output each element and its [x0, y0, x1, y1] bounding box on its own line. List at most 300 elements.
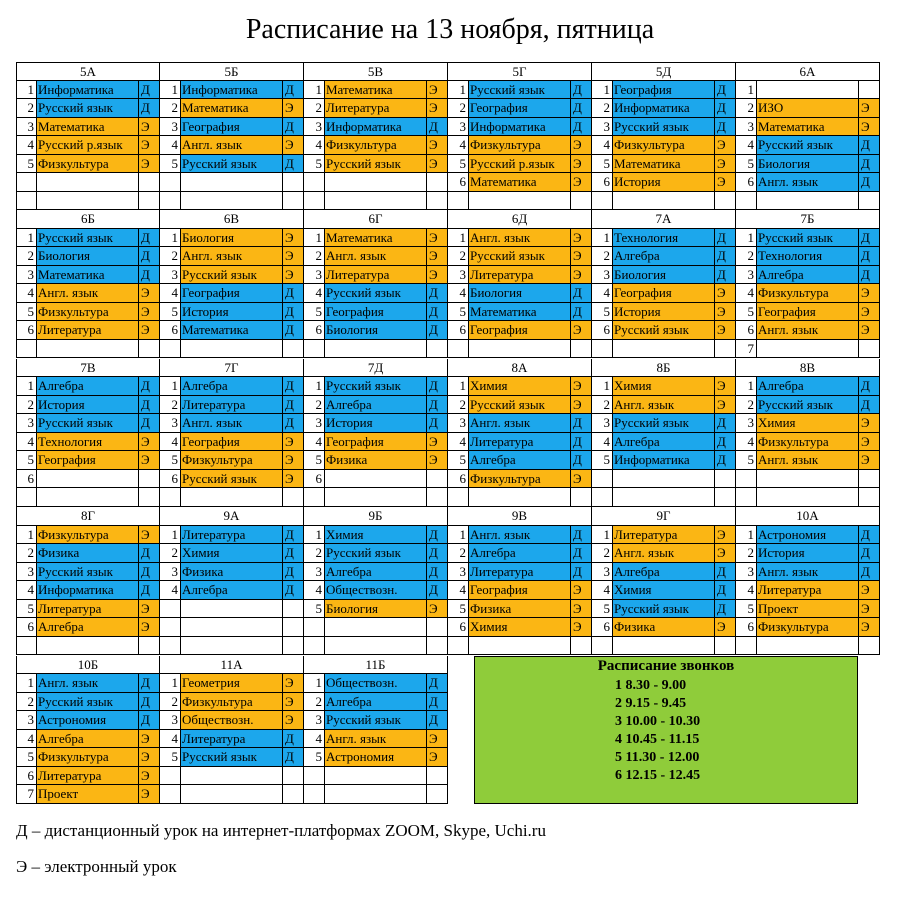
lesson-subject: Информатика: [613, 451, 715, 470]
lesson-mode: Д: [283, 155, 304, 174]
lesson-number: 3: [16, 266, 37, 285]
lesson-mode: Э: [859, 581, 880, 600]
class-name: 6В: [160, 210, 304, 229]
lesson-number: 1: [448, 377, 469, 396]
lesson-number: 4: [160, 136, 181, 155]
class-name: 5В: [304, 62, 448, 81]
lesson-mode: Д: [283, 284, 304, 303]
lesson-mode: Д: [139, 247, 160, 266]
class-name: 7А: [592, 210, 736, 229]
lesson-number: 5: [736, 303, 757, 322]
lesson-subject: Физкультура: [757, 433, 859, 452]
lesson-number: 3: [16, 563, 37, 582]
lesson-number: 1: [736, 81, 757, 100]
lesson-subject: Физкультура: [757, 618, 859, 637]
lesson-subject: Физкультура: [613, 136, 715, 155]
lesson-mode: Д: [715, 414, 736, 433]
lesson-mode: Д: [715, 433, 736, 452]
lesson-mode: Д: [139, 396, 160, 415]
lesson-number: 4: [16, 284, 37, 303]
class-block: [304, 359, 448, 507]
lesson-mode: [283, 488, 304, 507]
lesson-number: 1: [304, 674, 325, 693]
class-name: 6Б: [16, 210, 160, 229]
lesson-number: 2: [160, 544, 181, 563]
lesson-subject: Русский язык: [613, 321, 715, 340]
lesson-subject: Алгебра: [325, 563, 427, 582]
lesson-mode: Э: [859, 433, 880, 452]
lesson-subject: Информатика: [469, 118, 571, 137]
lesson-subject: Русский язык: [469, 247, 571, 266]
bell-schedule: [474, 656, 858, 804]
lesson-number: 7: [736, 340, 757, 359]
lesson-mode: Э: [283, 433, 304, 452]
lesson-mode: [427, 340, 448, 359]
class-block: [16, 507, 160, 655]
class-name: 5Б: [160, 62, 304, 81]
lesson-subject: География: [325, 433, 427, 452]
lesson-mode: Д: [139, 711, 160, 730]
lesson-subject: Русский язык: [325, 377, 427, 396]
lesson-mode: Д: [859, 173, 880, 192]
lesson-mode: Э: [715, 377, 736, 396]
lesson-subject: [757, 192, 859, 211]
lesson-mode: Д: [571, 284, 592, 303]
lesson-mode: [715, 637, 736, 656]
lesson-subject: [181, 488, 283, 507]
lesson-mode: Д: [571, 303, 592, 322]
lesson-subject: География: [181, 118, 283, 137]
lesson-subject: География: [613, 284, 715, 303]
lesson-mode: Д: [571, 118, 592, 137]
lesson-subject: Математика: [325, 229, 427, 248]
lesson-subject: Астрономия: [325, 748, 427, 767]
lesson-number: 5: [736, 451, 757, 470]
lesson-mode: [139, 470, 160, 489]
lesson-subject: История: [325, 414, 427, 433]
lesson-mode: Э: [139, 785, 160, 804]
class-block: [448, 62, 592, 210]
class-name: 8Б: [592, 359, 736, 378]
lesson-number: [736, 488, 757, 507]
class-block: [592, 507, 736, 655]
lesson-mode: Д: [715, 600, 736, 619]
lesson-number: 1: [160, 674, 181, 693]
lesson-subject: Биология: [613, 266, 715, 285]
lesson-subject: Литература: [325, 99, 427, 118]
lesson-mode: Э: [571, 618, 592, 637]
bell-schedule-title: Расписание звонков: [597, 658, 735, 674]
lesson-number: [304, 767, 325, 786]
lesson-mode: Э: [139, 526, 160, 545]
lesson-mode: Д: [139, 266, 160, 285]
lesson-subject: [325, 173, 427, 192]
lesson-number: 5: [16, 600, 37, 619]
lesson-mode: Д: [139, 563, 160, 582]
lesson-mode: [859, 488, 880, 507]
lesson-subject: [181, 785, 283, 804]
lesson-mode: Д: [715, 229, 736, 248]
lesson-number: 2: [448, 247, 469, 266]
lesson-number: 6: [16, 767, 37, 786]
lesson-number: 2: [448, 544, 469, 563]
lesson-number: 2: [448, 396, 469, 415]
lesson-number: 1: [592, 377, 613, 396]
lesson-number: 5: [304, 748, 325, 767]
lesson-mode: [715, 470, 736, 489]
lesson-number: 4: [160, 730, 181, 749]
lesson-number: 5: [160, 155, 181, 174]
lesson-subject: Литература: [469, 433, 571, 452]
lesson-number: 3: [736, 266, 757, 285]
lesson-number: 2: [304, 99, 325, 118]
lesson-number: 1: [16, 377, 37, 396]
lesson-mode: [139, 637, 160, 656]
lesson-mode: [283, 785, 304, 804]
lesson-mode: Э: [715, 284, 736, 303]
lesson-subject: Русский язык: [37, 414, 139, 433]
lesson-subject: Алгебра: [613, 247, 715, 266]
lesson-subject: Англ. язык: [757, 173, 859, 192]
lesson-mode: Д: [571, 433, 592, 452]
lesson-mode: Д: [139, 581, 160, 600]
lesson-mode: [571, 637, 592, 656]
lesson-number: 3: [592, 118, 613, 137]
class-block: [304, 62, 448, 210]
lesson-mode: Э: [139, 118, 160, 137]
lesson-number: 2: [592, 247, 613, 266]
lesson-subject: Русский язык: [181, 748, 283, 767]
lesson-mode: Д: [859, 266, 880, 285]
lesson-subject: Русский язык: [325, 155, 427, 174]
lesson-number: 2: [304, 396, 325, 415]
lesson-subject: Математика: [469, 303, 571, 322]
lesson-subject: [757, 470, 859, 489]
lesson-subject: Англ. язык: [757, 321, 859, 340]
lesson-number: 6: [304, 321, 325, 340]
lesson-subject: [613, 192, 715, 211]
class-name: 8А: [448, 359, 592, 378]
lesson-number: 2: [448, 99, 469, 118]
lesson-number: 3: [160, 266, 181, 285]
lesson-number: 3: [736, 118, 757, 137]
lesson-mode: Д: [571, 544, 592, 563]
lesson-number: 6: [304, 470, 325, 489]
lesson-subject: Геометрия: [181, 674, 283, 693]
lesson-number: 2: [160, 99, 181, 118]
lesson-subject: Физкультура: [37, 155, 139, 174]
lesson-number: 2: [304, 544, 325, 563]
lesson-subject: Литература: [37, 767, 139, 786]
lesson-mode: Д: [139, 377, 160, 396]
lesson-number: 1: [592, 526, 613, 545]
lesson-mode: [139, 488, 160, 507]
lesson-mode: Э: [427, 600, 448, 619]
lesson-number: 4: [736, 284, 757, 303]
class-name: 7Г: [160, 359, 304, 378]
lesson-subject: Литература: [613, 526, 715, 545]
lesson-mode: Д: [571, 414, 592, 433]
lesson-subject: Обществозн.: [325, 674, 427, 693]
lesson-subject: Математика: [469, 173, 571, 192]
lesson-number: 2: [304, 693, 325, 712]
lesson-subject: Информатика: [613, 99, 715, 118]
class-block: [16, 62, 160, 210]
lesson-mode: Э: [715, 526, 736, 545]
class-block: [16, 359, 160, 507]
class-name: 5Д: [592, 62, 736, 81]
lesson-subject: Англ. язык: [37, 284, 139, 303]
lesson-number: 2: [592, 99, 613, 118]
lesson-mode: Д: [427, 414, 448, 433]
lesson-number: 2: [736, 247, 757, 266]
lesson-number: 2: [16, 544, 37, 563]
class-name: 9Г: [592, 507, 736, 526]
lesson-number: 1: [736, 526, 757, 545]
lesson-mode: [859, 470, 880, 489]
lesson-subject: Химия: [469, 377, 571, 396]
lesson-mode: [427, 767, 448, 786]
lesson-number: [16, 488, 37, 507]
lesson-subject: Русский язык: [469, 396, 571, 415]
lesson-number: 3: [160, 563, 181, 582]
lesson-subject: [613, 637, 715, 656]
lesson-mode: Э: [715, 173, 736, 192]
lesson-mode: Э: [715, 321, 736, 340]
lesson-mode: Д: [283, 526, 304, 545]
lesson-mode: Э: [139, 155, 160, 174]
lesson-subject: География: [469, 99, 571, 118]
lesson-subject: [181, 173, 283, 192]
lesson-mode: Д: [859, 155, 880, 174]
lesson-number: 2: [736, 99, 757, 118]
lesson-number: 3: [448, 414, 469, 433]
class-block: [160, 656, 304, 804]
lesson-subject: Технология: [37, 433, 139, 452]
lesson-subject: [613, 470, 715, 489]
lesson-mode: [139, 340, 160, 359]
lesson-mode: [571, 192, 592, 211]
lesson-mode: Э: [571, 173, 592, 192]
lesson-subject: История: [181, 303, 283, 322]
lesson-subject: Алгебра: [37, 730, 139, 749]
lesson-number: 4: [448, 136, 469, 155]
lesson-subject: Русский язык: [181, 155, 283, 174]
lesson-subject: [37, 340, 139, 359]
lesson-mode: Э: [283, 136, 304, 155]
lesson-mode: [571, 340, 592, 359]
class-block: [592, 359, 736, 507]
lesson-mode: [427, 618, 448, 637]
lesson-number: 5: [160, 303, 181, 322]
lesson-number: 6: [592, 618, 613, 637]
lesson-number: [592, 488, 613, 507]
lesson-subject: [325, 340, 427, 359]
lesson-subject: Литература: [37, 321, 139, 340]
lesson-mode: Э: [283, 247, 304, 266]
lesson-number: 5: [304, 600, 325, 619]
lesson-number: 4: [304, 284, 325, 303]
lesson-mode: [427, 470, 448, 489]
lesson-number: 1: [160, 377, 181, 396]
lesson-subject: [325, 470, 427, 489]
lesson-mode: [859, 81, 880, 100]
lesson-number: [736, 470, 757, 489]
lesson-number: 1: [592, 81, 613, 100]
lesson-number: 4: [160, 581, 181, 600]
lesson-subject: Алгебра: [757, 377, 859, 396]
lesson-number: 2: [160, 247, 181, 266]
lesson-subject: Физкультура: [325, 136, 427, 155]
lesson-number: [160, 785, 181, 804]
lesson-number: 5: [304, 303, 325, 322]
bell-item: 5 11.30 - 12.00: [615, 750, 700, 765]
lesson-subject: Англ. язык: [757, 563, 859, 582]
lesson-number: 3: [304, 118, 325, 137]
lesson-subject: Математика: [37, 118, 139, 137]
lesson-subject: [469, 192, 571, 211]
lesson-subject: История: [613, 303, 715, 322]
lesson-subject: Алгебра: [37, 618, 139, 637]
lesson-number: 5: [304, 155, 325, 174]
lesson-number: [160, 340, 181, 359]
lesson-subject: Биология: [325, 600, 427, 619]
lesson-number: 3: [736, 414, 757, 433]
page-title: Расписание на 13 ноября, пятница: [245, 14, 655, 45]
lesson-subject: Физика: [37, 544, 139, 563]
lesson-number: [160, 618, 181, 637]
lesson-subject: Русский язык: [181, 266, 283, 285]
class-name: 9В: [448, 507, 592, 526]
lesson-mode: [715, 340, 736, 359]
lesson-mode: Э: [139, 321, 160, 340]
class-name: 6Д: [448, 210, 592, 229]
lesson-number: 4: [304, 136, 325, 155]
lesson-mode: Э: [859, 303, 880, 322]
lesson-number: 3: [160, 414, 181, 433]
class-block: [736, 507, 880, 655]
lesson-mode: Э: [571, 581, 592, 600]
lesson-mode: [427, 637, 448, 656]
bell-item: 2 9.15 - 9.45: [615, 696, 687, 711]
lesson-mode: Д: [859, 229, 880, 248]
lesson-subject: Русский язык: [37, 563, 139, 582]
lesson-number: [304, 785, 325, 804]
lesson-subject: Физкультура: [757, 284, 859, 303]
lesson-number: 2: [16, 396, 37, 415]
lesson-subject: [325, 192, 427, 211]
lesson-subject: Физика: [469, 600, 571, 619]
lesson-number: 4: [736, 581, 757, 600]
lesson-subject: Алгебра: [37, 377, 139, 396]
class-block: [304, 507, 448, 655]
lesson-mode: [571, 488, 592, 507]
lesson-mode: Д: [715, 99, 736, 118]
lesson-number: 5: [592, 303, 613, 322]
lesson-subject: Литература: [469, 266, 571, 285]
lesson-number: 2: [736, 396, 757, 415]
lesson-mode: Э: [571, 247, 592, 266]
lesson-number: 5: [160, 748, 181, 767]
lesson-number: 5: [160, 451, 181, 470]
lesson-number: [448, 488, 469, 507]
lesson-subject: Алгебра: [613, 563, 715, 582]
lesson-subject: География: [613, 81, 715, 100]
lesson-number: 4: [592, 581, 613, 600]
lesson-number: 4: [16, 433, 37, 452]
lesson-mode: Д: [715, 581, 736, 600]
lesson-subject: Англ. язык: [469, 414, 571, 433]
lesson-mode: Э: [715, 544, 736, 563]
lesson-mode: Д: [427, 674, 448, 693]
lesson-number: 2: [736, 544, 757, 563]
lesson-mode: Э: [427, 81, 448, 100]
lesson-subject: Математика: [37, 266, 139, 285]
lesson-number: 1: [448, 81, 469, 100]
lesson-mode: Э: [859, 600, 880, 619]
class-name: 11Б: [304, 656, 448, 675]
lesson-subject: Химия: [469, 618, 571, 637]
lesson-number: 3: [16, 414, 37, 433]
class-name: 7Д: [304, 359, 448, 378]
lesson-subject: [469, 340, 571, 359]
lesson-subject: Биология: [181, 229, 283, 248]
lesson-number: 3: [592, 414, 613, 433]
lesson-number: 1: [736, 229, 757, 248]
lesson-mode: Д: [427, 544, 448, 563]
lesson-mode: Д: [283, 396, 304, 415]
lesson-subject: Литература: [181, 730, 283, 749]
lesson-subject: Русский язык: [613, 414, 715, 433]
class-name: 7Б: [736, 210, 880, 229]
lesson-subject: [37, 488, 139, 507]
lesson-subject: Русский р.язык: [37, 136, 139, 155]
lesson-number: 4: [160, 284, 181, 303]
lesson-subject: Обществозн.: [181, 711, 283, 730]
lesson-number: 1: [448, 229, 469, 248]
lesson-number: 4: [592, 284, 613, 303]
lesson-subject: [757, 637, 859, 656]
lesson-mode: [283, 340, 304, 359]
lesson-number: [448, 340, 469, 359]
lesson-subject: [325, 785, 427, 804]
lesson-subject: [37, 470, 139, 489]
lesson-mode: [283, 637, 304, 656]
lesson-number: 2: [160, 396, 181, 415]
lesson-subject: [181, 618, 283, 637]
lesson-mode: Д: [715, 118, 736, 137]
lesson-subject: Технология: [757, 247, 859, 266]
lesson-subject: Информатика: [37, 81, 139, 100]
lesson-mode: Д: [283, 581, 304, 600]
lesson-number: 3: [592, 563, 613, 582]
lesson-mode: Э: [139, 618, 160, 637]
lesson-subject: Биология: [325, 321, 427, 340]
lesson-mode: Э: [715, 618, 736, 637]
lesson-subject: [613, 488, 715, 507]
bell-item: 3 10.00 - 10.30: [615, 714, 701, 729]
lesson-number: 3: [304, 266, 325, 285]
class-block: [16, 656, 160, 804]
lesson-mode: Д: [571, 563, 592, 582]
lesson-mode: [859, 637, 880, 656]
lesson-number: [736, 192, 757, 211]
lesson-number: 6: [160, 321, 181, 340]
lesson-number: 1: [16, 674, 37, 693]
lesson-mode: [283, 173, 304, 192]
lesson-mode: [715, 192, 736, 211]
lesson-mode: Д: [427, 563, 448, 582]
